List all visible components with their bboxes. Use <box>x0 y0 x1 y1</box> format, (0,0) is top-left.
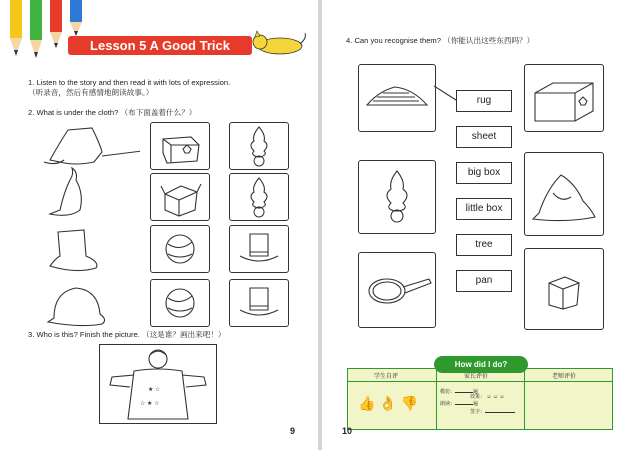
option-ball-2[interactable] <box>150 279 210 327</box>
self-check-title: How did I do? <box>434 356 528 373</box>
pencil-green-icon <box>30 0 42 58</box>
option-ball-1[interactable] <box>150 225 210 273</box>
lesson-title: Lesson 5 A Good Trick <box>90 38 230 53</box>
thumbs-down-icon[interactable]: 👎 <box>400 395 419 411</box>
q2-text: 2. What is under the cloth? <box>28 108 119 117</box>
option-hat-2[interactable] <box>229 279 289 327</box>
cloth-drawings <box>40 122 140 332</box>
picture-pan[interactable] <box>358 252 436 328</box>
question-1 <box>28 78 230 98</box>
rug-icon <box>359 65 435 131</box>
top-hat-icon <box>230 226 288 272</box>
picture-little-box[interactable] <box>524 248 604 330</box>
q3-text: 3. Who is this? Finish the picture. <box>28 330 140 339</box>
option-tree-2[interactable] <box>229 173 289 221</box>
option-hat-1[interactable] <box>229 225 289 273</box>
picture-tree[interactable] <box>358 160 436 234</box>
magician-drawing <box>100 345 216 423</box>
parent-read: 朗读： 遍 <box>440 401 479 407</box>
picture-big-box[interactable] <box>524 64 604 132</box>
q3-chinese: （这是谁？画出来吧！） <box>141 330 226 339</box>
picture-rug[interactable] <box>358 64 436 132</box>
connector-line <box>434 84 458 104</box>
col-teacher: 老师评价 <box>552 374 577 380</box>
box-icon <box>151 123 209 169</box>
open-box-icon <box>151 174 209 220</box>
tree-icon <box>359 161 435 233</box>
self-check-panel <box>347 368 613 430</box>
parent-effect: 效果： ☺ ☺ ☺ <box>470 394 505 400</box>
little-box-icon <box>525 249 603 329</box>
word-big-box[interactable]: big box <box>456 162 512 184</box>
top-hat-icon <box>230 280 288 326</box>
word-pan[interactable]: pan <box>456 270 512 292</box>
svg-text:★ ☆: ★ ☆ <box>148 387 161 393</box>
parent-imitate: 模仿： 遍 <box>440 389 479 395</box>
left-page <box>0 0 318 450</box>
page-number-right: 10 <box>342 426 353 436</box>
question-2 <box>28 108 196 118</box>
q1-text: 1. Listen to the story and then read it with lots of expression. <box>28 78 231 87</box>
cloth-over-ball-drawing <box>48 288 105 326</box>
pencil-red-icon <box>50 0 62 48</box>
q4-chinese: （你能认出这些东西吗？） <box>443 36 535 45</box>
thumbs-side-icon[interactable]: 👌 <box>379 395 397 411</box>
pencil-blue-icon <box>70 0 82 36</box>
right-page <box>322 0 640 450</box>
page-number-left: 9 <box>290 426 296 436</box>
word-sheet[interactable]: sheet <box>456 126 512 148</box>
thumbs-up-icon[interactable]: 👍 <box>358 395 376 411</box>
col-self: 学生自评 <box>374 374 399 380</box>
big-box-icon <box>525 65 603 131</box>
option-open-box[interactable] <box>150 173 210 221</box>
sheet-icon <box>525 153 603 235</box>
cloth-over-hat-drawing <box>50 230 97 271</box>
picture-sheet[interactable] <box>524 152 604 236</box>
q1-chinese: （听录音，然后有感情地朗读故事。） <box>28 88 154 97</box>
q4-text: 4. Can you recognise them? <box>346 36 441 45</box>
option-big-box[interactable] <box>150 122 210 170</box>
thumbs-rating[interactable] <box>358 395 418 412</box>
tree-icon <box>230 174 288 220</box>
parent-sign: 签字： <box>470 407 515 415</box>
pan-icon <box>359 253 435 327</box>
question-3 <box>28 330 226 340</box>
tree-icon <box>230 123 288 169</box>
lesson-title-banner <box>68 36 252 55</box>
cloth-over-tree-drawing <box>50 168 81 215</box>
word-rug[interactable]: rug <box>456 90 512 112</box>
cloth-over-box-drawing <box>44 128 102 164</box>
cat-mascot-icon <box>250 30 308 56</box>
q2-chinese: （布下面盖着什么？） <box>120 108 197 117</box>
pencil-yellow-icon <box>10 0 22 56</box>
word-little-box[interactable]: little box <box>456 198 512 220</box>
question-4 <box>346 36 534 46</box>
ball-icon <box>151 280 209 326</box>
col-parent: 家长评价 <box>464 374 489 380</box>
svg-text:☆ ★ ☆: ☆ ★ ☆ <box>140 401 160 407</box>
ball-icon <box>151 226 209 272</box>
option-tree-1[interactable] <box>229 122 289 170</box>
word-tree[interactable]: tree <box>456 234 512 256</box>
drawing-area[interactable] <box>99 344 217 424</box>
